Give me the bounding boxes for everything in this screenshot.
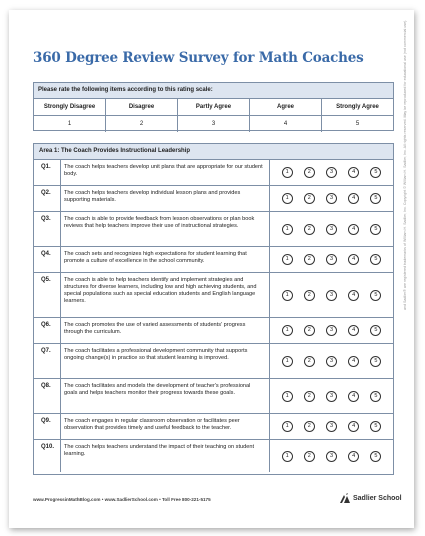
scale-instruction: Please rate the following items according to this rating scale:	[34, 83, 393, 99]
rating-options	[270, 273, 393, 317]
copyright-note: and Sadlier® are registered trademarks of William H. Sadlier, Inc. Copyright © William H. Sadlier, Inc. All rights reserved. May be reproduced for educational use (not commercial use).	[403, 19, 407, 310]
rating-circle-1[interactable]: 1	[282, 290, 293, 301]
scale-label: Agree	[250, 99, 322, 115]
rating-circle-3[interactable]: 3	[326, 451, 337, 462]
rating-circle-4[interactable]: 4	[348, 356, 359, 367]
rating-circle-1[interactable]: 1	[282, 167, 293, 178]
scale-label: Disagree	[106, 99, 178, 115]
question-row	[34, 379, 393, 414]
rating-circle-4[interactable]: 4	[348, 325, 359, 336]
rating-circle-4[interactable]: 4	[348, 167, 359, 178]
rating-circle-3[interactable]: 3	[326, 325, 337, 336]
brand-name: Sadlier School	[353, 494, 402, 502]
scale-value: 3	[178, 116, 250, 132]
rating-circle-5[interactable]: 5	[370, 224, 381, 235]
scale-value: 4	[250, 116, 322, 132]
rating-circle-3[interactable]: 3	[326, 224, 337, 235]
rating-circle-4[interactable]: 4	[348, 421, 359, 432]
survey-sheet	[9, 10, 414, 528]
rating-circle-2[interactable]: 2	[304, 356, 315, 367]
question-text: The coach is able to provide feedback from lesson observations or plan book reviews that help teachers improve their use of instructional strategies.	[60, 212, 270, 246]
rating-circle-1[interactable]: 1	[282, 356, 293, 367]
question-row	[34, 212, 393, 247]
rating-circle-3[interactable]: 3	[326, 290, 337, 301]
question-number: Q5.	[41, 277, 51, 283]
question-row	[34, 414, 393, 440]
rating-scale-table	[33, 82, 394, 131]
question-text: The coach helps teachers understand the impact of their teaching on student learning.	[60, 440, 270, 472]
scale-value: 5	[355, 121, 360, 127]
rating-circle-3[interactable]: 3	[326, 356, 337, 367]
question-number: Q4.	[41, 251, 51, 257]
scale-value: 2	[106, 116, 178, 132]
rating-circle-3[interactable]: 3	[326, 167, 337, 178]
question-number: Q1.	[41, 164, 51, 170]
rating-options	[270, 160, 393, 185]
sadlier-logo-icon	[339, 492, 351, 504]
rating-circle-2[interactable]: 2	[304, 167, 315, 178]
rating-circle-4[interactable]: 4	[348, 290, 359, 301]
rating-circle-3[interactable]: 3	[326, 391, 337, 402]
rating-circle-1[interactable]: 1	[282, 325, 293, 336]
rating-circle-2[interactable]: 2	[304, 325, 315, 336]
rating-circle-5[interactable]: 5	[370, 254, 381, 265]
rating-circle-2[interactable]: 2	[304, 193, 315, 204]
scale-label: Partly Agree	[178, 99, 250, 115]
scale-labels-row	[34, 99, 393, 116]
question-number: Q7.	[41, 348, 51, 354]
area-heading: Area 1: The Coach Provides Instructional Leadership	[34, 144, 393, 160]
question-number: Q10.	[41, 444, 55, 450]
rating-circle-4[interactable]: 4	[348, 391, 359, 402]
question-number: Q9.	[41, 418, 51, 424]
rating-circle-2[interactable]: 2	[304, 421, 315, 432]
rating-circle-5[interactable]: 5	[370, 167, 381, 178]
rating-options	[270, 414, 393, 439]
rating-circle-4[interactable]: 4	[348, 451, 359, 462]
rating-circle-2[interactable]: 2	[304, 391, 315, 402]
question-row	[34, 344, 393, 379]
question-list	[34, 160, 393, 472]
scale-label: Strongly Disagree	[34, 99, 106, 115]
question-text: The coach helps teachers develop individual lesson plans and provides supporting materials.	[60, 186, 270, 211]
rating-circle-1[interactable]: 1	[282, 451, 293, 462]
question-row	[34, 273, 393, 318]
question-row	[34, 440, 393, 472]
rating-options	[270, 379, 393, 413]
rating-options	[270, 440, 393, 472]
rating-options	[270, 247, 393, 272]
rating-circle-1[interactable]: 1	[282, 224, 293, 235]
rating-options	[270, 186, 393, 211]
question-row	[34, 247, 393, 273]
rating-options	[270, 318, 393, 343]
sadlier-logo	[339, 492, 402, 504]
rating-circle-5[interactable]: 5	[370, 451, 381, 462]
question-text: The coach facilitates a professional development community that supports ongoing change(s) in practice so that student learning is improved.	[60, 344, 270, 378]
question-text: The coach promotes the use of varied assessments of students' progress through the curriculum.	[60, 318, 270, 343]
rating-circle-2[interactable]: 2	[304, 224, 315, 235]
rating-circle-4[interactable]: 4	[348, 254, 359, 265]
rating-circle-5[interactable]: 5	[370, 421, 381, 432]
question-row	[34, 318, 393, 344]
rating-circle-3[interactable]: 3	[326, 193, 337, 204]
question-number: Q8.	[41, 383, 51, 389]
rating-circle-5[interactable]: 5	[370, 290, 381, 301]
rating-options	[270, 212, 393, 246]
question-text: The coach is able to help teachers identify and implement strategies and structures for diverse learners, including low and high achieving students, and special populations such as special education students and English language learners.	[60, 273, 270, 317]
rating-circle-4[interactable]: 4	[348, 193, 359, 204]
question-text: The coach facilitates and models the development of teacher's professional goals and helps teachers monitor their progress towards these goals.	[60, 379, 270, 413]
rating-circle-2[interactable]: 2	[304, 290, 315, 301]
question-row	[34, 186, 393, 212]
scale-label: Strongly Agree	[336, 104, 379, 110]
rating-circle-1[interactable]: 1	[282, 421, 293, 432]
rating-circle-2[interactable]: 2	[304, 451, 315, 462]
rating-circle-1[interactable]: 1	[282, 193, 293, 204]
question-text: The coach engages in regular classroom observation or facilitates peer observation that provides timely and useful feedback to the teacher.	[60, 414, 270, 439]
question-number: Q6.	[41, 322, 51, 328]
question-text: The coach sets and recognizes high expectations for student learning that promote a culture of excellence in the school community.	[60, 247, 270, 272]
scale-values-row	[34, 116, 393, 132]
page-title: 360 Degree Review Survey for Math Coaches	[33, 50, 364, 66]
rating-circle-5[interactable]: 5	[370, 193, 381, 204]
rating-circle-1[interactable]: 1	[282, 254, 293, 265]
survey-table	[33, 143, 394, 475]
rating-circle-2[interactable]: 2	[304, 254, 315, 265]
scale-value: 1	[34, 116, 106, 132]
footer-links: www.ProgressinMathBlog.com • www.SadlierSchool.com • Toll Free 800-221-5175	[33, 497, 211, 502]
rating-circle-3[interactable]: 3	[326, 254, 337, 265]
rating-options	[270, 344, 393, 378]
question-number: Q2.	[41, 190, 51, 196]
rating-circle-5[interactable]: 5	[370, 356, 381, 367]
rating-circle-1[interactable]: 1	[282, 391, 293, 402]
rating-circle-4[interactable]: 4	[348, 224, 359, 235]
rating-circle-5[interactable]: 5	[370, 391, 381, 402]
question-row	[34, 160, 393, 186]
question-text: The coach helps teachers develop unit plans that are appropriate for our student body.	[60, 160, 270, 185]
question-number: Q3.	[41, 216, 51, 222]
rating-circle-5[interactable]: 5	[370, 325, 381, 336]
rating-circle-3[interactable]: 3	[326, 421, 337, 432]
